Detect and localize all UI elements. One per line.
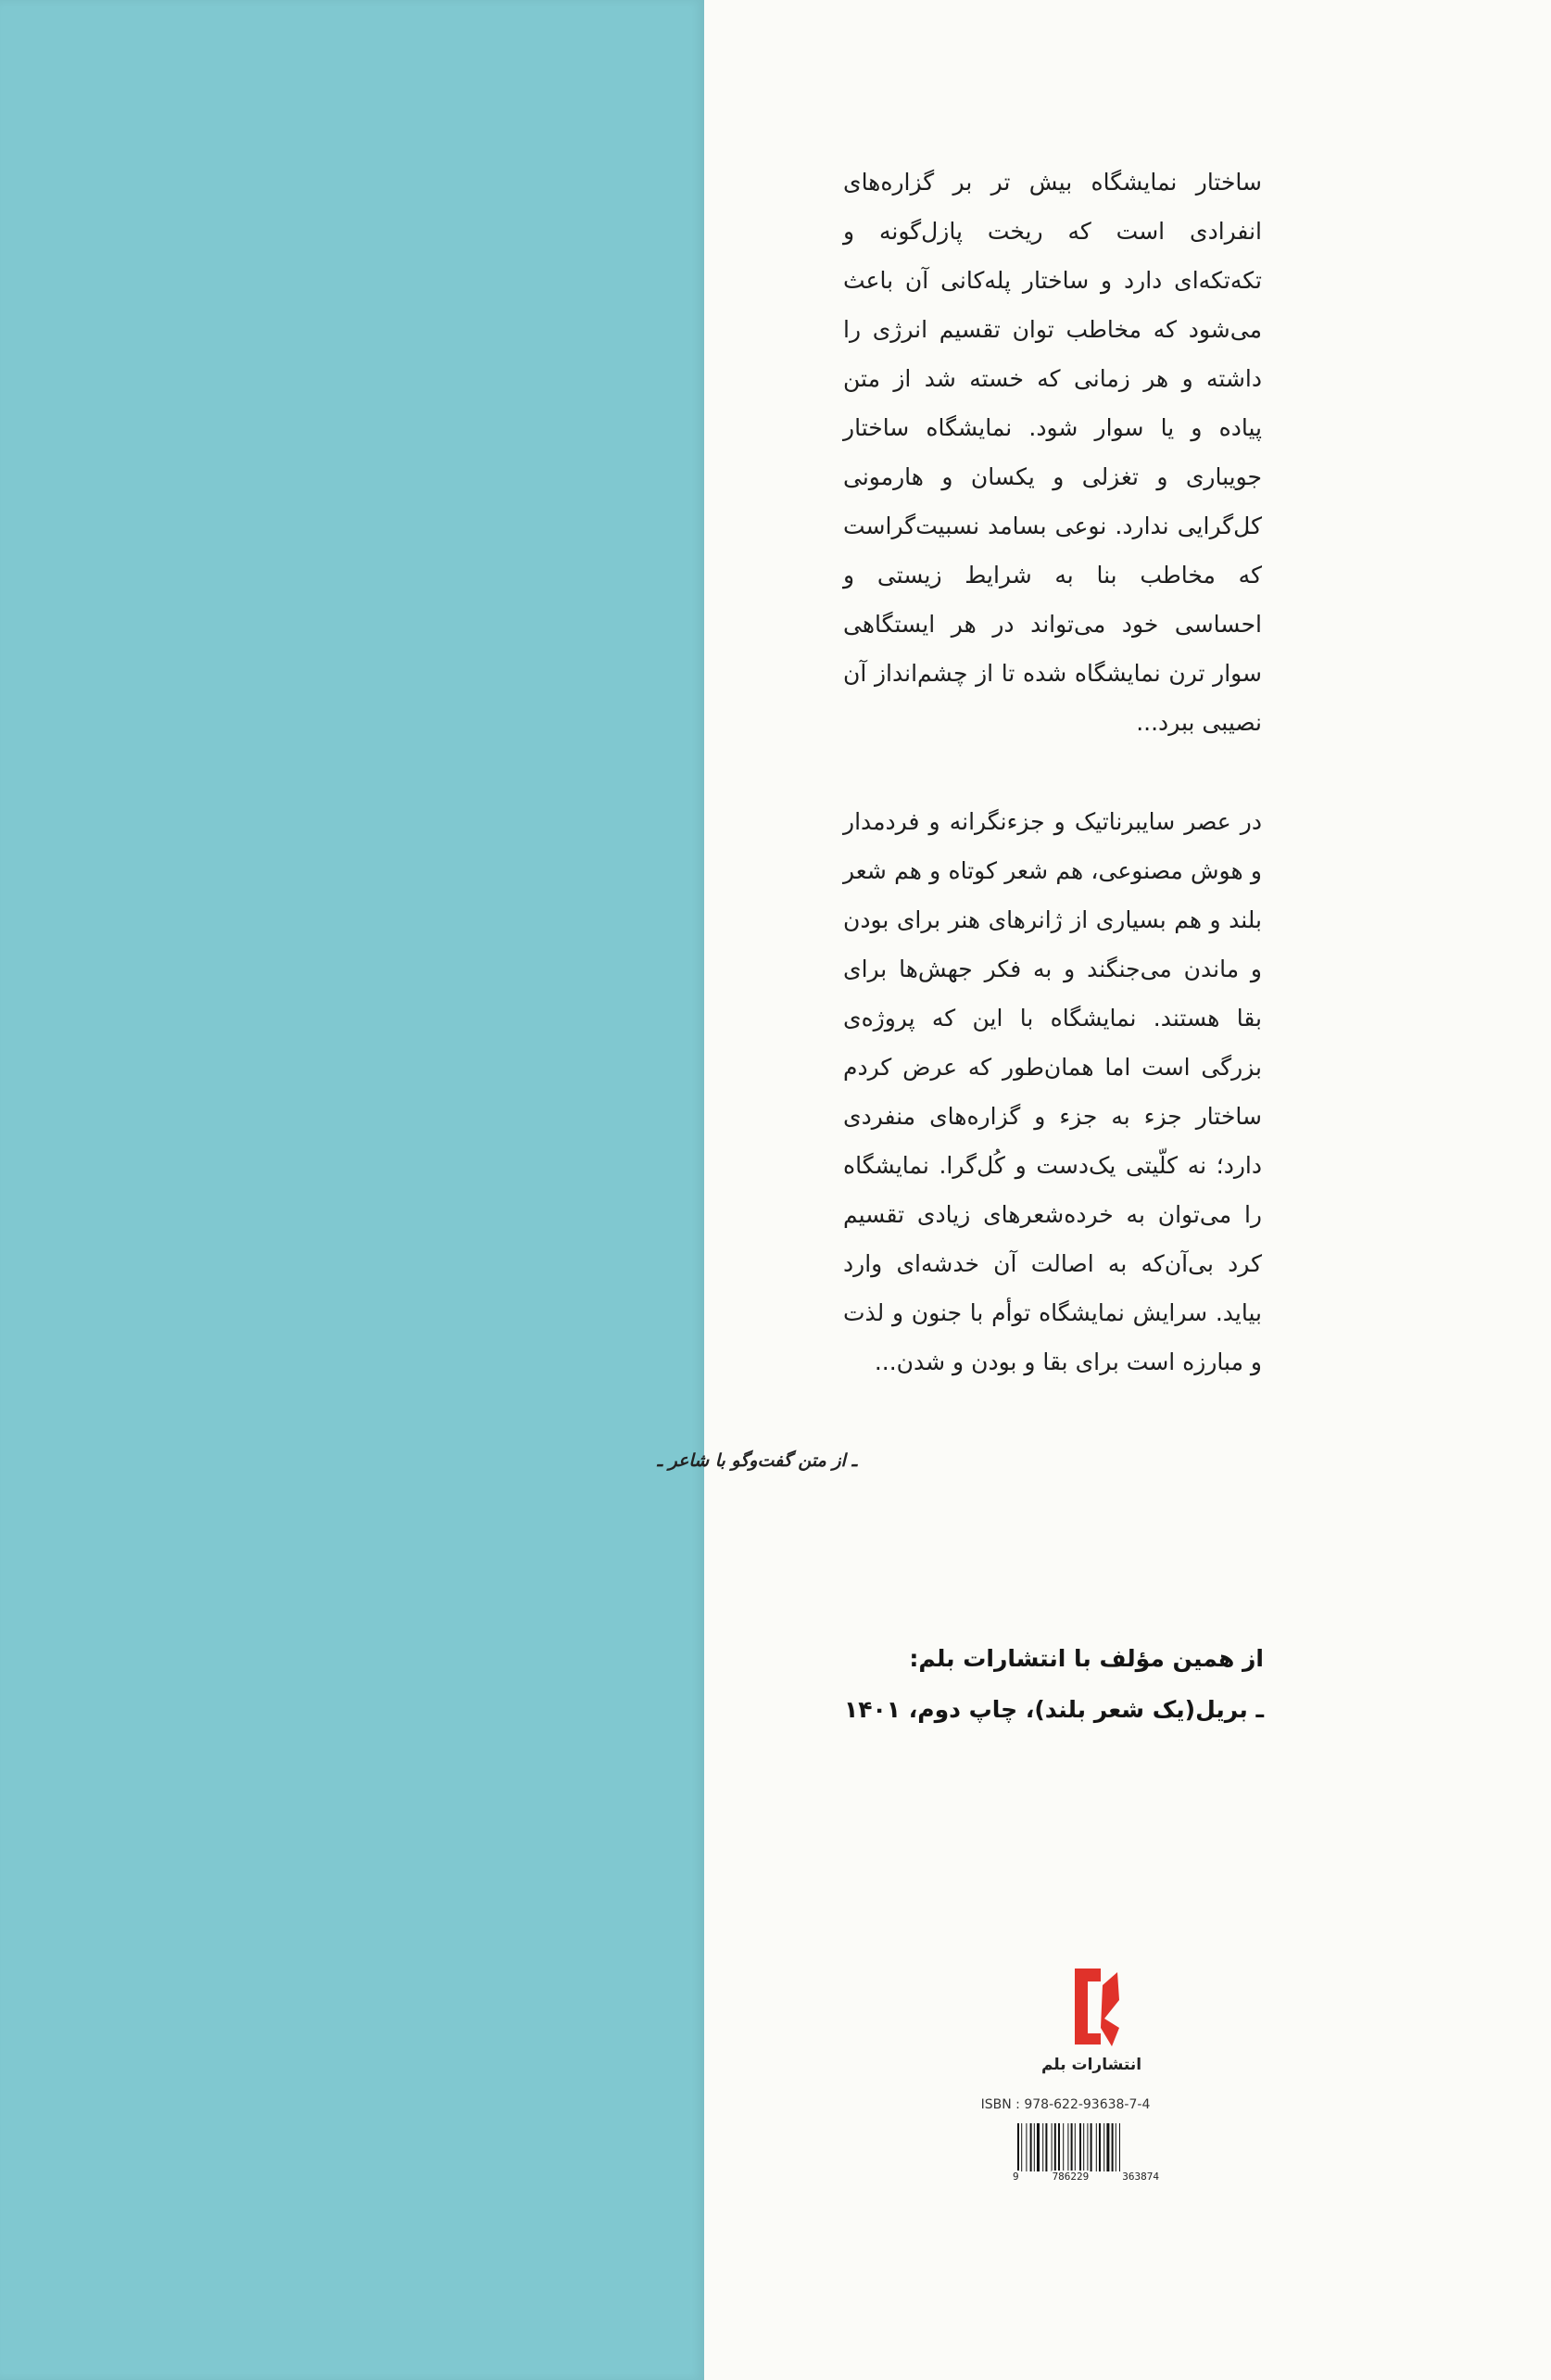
barcode-digit-group: 363874 — [1122, 2171, 1159, 2183]
barcode-digit-group: 786229 — [1052, 2171, 1090, 2183]
other-books-section — [782, 1633, 1264, 1735]
other-book-item: ـ بریل(یک شعر بلند)، چاپ دوم، ۱۴۰۱ — [844, 1696, 1264, 1723]
blurb-paragraph-1: ساختار نمایشگاه بیش تر بر گزاره‌های انفرادی است که ریخت پازل‌گونه و تکه‌تکه‌ای دارد و ساختار پله‌کانی آن باعث می‌شود که مخاطب توان تقسیم انرژی را داشته و هر زمانی که خسته شد از متن پیاده و یا سوار شود. نمایشگاه ساختار جویباری و تغزلی و یکسان و هارمونی کل‌گرایی ندارد. نوعی بسامد نسبیت‌گراست که مخاطب بنا به شرایط زیستی و احساسی خود می‌تواند در هر ایستگاهی سوار ترن نمایشگاه شده تا از چشم‌انداز آن نصیبی ببرد... — [843, 169, 1262, 736]
left-teal-panel — [0, 0, 704, 2380]
isbn-text: ISBN : 978-622-93638-7-4 — [980, 2097, 1151, 2112]
publisher-name: انتشارات بلم — [1040, 2056, 1142, 2074]
barcode-digits — [1012, 2171, 1160, 2183]
publisher-logo-icon — [1047, 1963, 1136, 2056]
blurb-paragraph-2: در عصر سایبرناتیک و جزءنگرانه و فردمدار و هوش مصنوعی، هم شعر کوتاه و هم شعر بلند و هم بسیاری از ژانرهای هنر برای بودن و ماندن می‌جنگند و به فکر جهش‌ها برای بقا هستند. نمایشگاه با این که پروژه‌ی بزرگی است اما همان‌طور که عرض کردم ساختار جزء به جزء و گزاره‌های منفردی دارد؛ نه کلّیتی یک‌دست و کُل‌گرا. نمایشگاه را می‌توان به خرده‌شعرهای زیادی تقسیم کرد بی‌آن‌که به اصالت آن خدشه‌ای وارد بیاید. سرایش نمایشگاه توأم با جنون و لذت و مبارزه است برای بقا و بودن و شدن... — [843, 808, 1262, 1375]
barcode-icon — [1014, 2121, 1154, 2177]
blurb-paragraph-2-source: ـ از متن گفت‌وگو با شاعر ـ — [657, 1450, 857, 1471]
publisher-logo — [1047, 1963, 1136, 2056]
other-books-title: از همین مؤلف با انتشارات بلم: — [909, 1645, 1264, 1672]
barcode-digit-group: 9 — [1013, 2171, 1019, 2183]
